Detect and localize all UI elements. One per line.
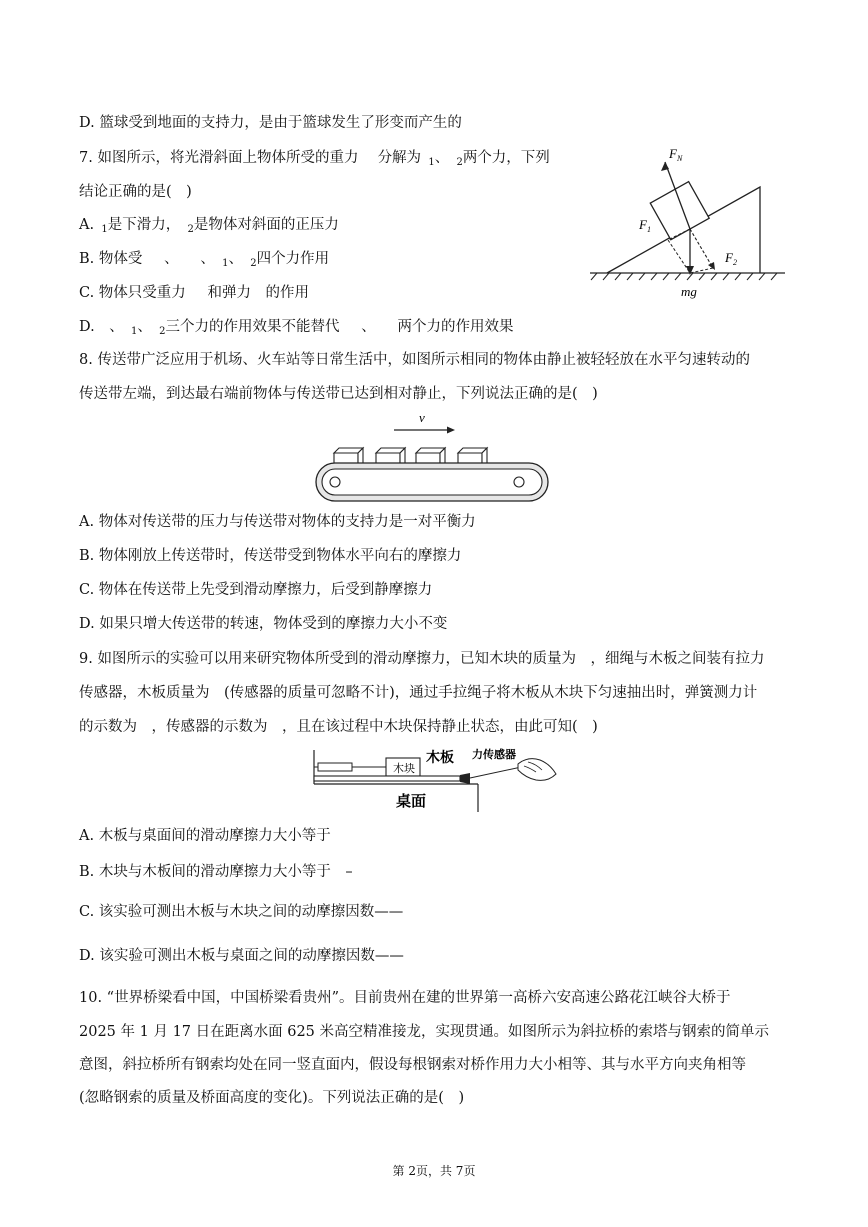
q7-opt-text: 、	[228, 251, 243, 267]
q7-opt-text: 两个力的作用效果	[397, 319, 514, 335]
ground-hatching	[591, 273, 777, 280]
q7-option-d	[79, 317, 513, 342]
q7-sub: 1	[101, 224, 108, 235]
f2-projection	[690, 268, 713, 273]
q9-stem-line3: 的示数为 ，传感器的示数为 ，且在该过程中木块保持静止状态，由此可知( )	[79, 719, 598, 735]
velocity-arrowhead	[447, 427, 455, 434]
q7-opt-text: 的作用	[265, 285, 310, 301]
q7-opt-text: 、	[137, 319, 152, 335]
q7-opt-text: C. 物体只受重力	[79, 285, 186, 301]
q7-opt-text: 三个力的作用效果不能替代	[165, 319, 340, 335]
q8-option-a: A. 物体对传送带的压力与传送带对物体的支持力是一对平衡力	[79, 514, 476, 530]
q7-option-b	[79, 249, 329, 274]
left-roller	[330, 477, 340, 487]
q7-opt-text: 、	[109, 319, 124, 335]
q7-stem-part: 分解为	[377, 150, 422, 166]
fn-label: $F_N$	[669, 146, 683, 163]
q9-stem-line2: 传感器，木板质量为 (传感器的质量可忽略不计)，通过手拉绳子将木板从木块下匀速抽出时，弹簧测力计	[79, 685, 758, 701]
q7-sub: 1	[222, 258, 229, 269]
q10-stem-line3: 意图，斜拉桥所有钢索均处在同一竖直面内，假设每根钢索对桥作用力大小相等、其与水平方向夹角相等	[79, 1057, 746, 1073]
q7-opt-text: B. 物体受	[79, 251, 143, 267]
q7-opt-text: 、	[164, 251, 179, 267]
q8-stem-line1: 8. 传送带广泛应用于机场、火车站等日常生活中，如图所示相同的物体由静止被轻轻放在水平匀速转动的	[79, 352, 750, 368]
q9-option-c: C. 该实验可测出木板与木块之间的动摩擦因数——	[79, 904, 404, 920]
q8-option-d: D. 如果只增大传送带的转速，物体受到的摩擦力大小不变	[79, 616, 448, 632]
q10-stem-line1: 10. “世界桥梁看中国，中国桥梁看贵州”。目前贵州在建的世界第一高桥六安高速公路花江峡谷大桥于	[79, 990, 731, 1006]
q6-option-d: D. 篮球受到地面的支持力，是由于篮球发生了形变而产生的	[79, 115, 462, 131]
belt-inner	[322, 469, 542, 495]
q7-sub: 1	[130, 326, 138, 337]
q7-opt-label: D.	[79, 319, 95, 335]
right-roller	[514, 477, 524, 487]
table-label: 桌面	[396, 792, 427, 810]
q7-opt-text: 四个力作用	[256, 251, 330, 267]
q9-experiment-figure	[308, 744, 568, 814]
q9-stem-line1: 9. 如图所示的实验可以用来研究物体所受到的滑动摩擦力，已知木块的质量为 ，细绳与木板之间装有拉力	[79, 651, 765, 667]
q10-stem-line4: (忽略钢索的质量及桥面高度的变化)。下列说法正确的是( )	[79, 1090, 465, 1106]
q8-option-b: B. 物体刚放上传送带时，传送带受到物体水平向右的摩擦力	[79, 548, 462, 564]
q7-option-c	[79, 283, 309, 303]
q9-option-b: B. 木块与木板间的滑动摩擦力大小等于 –	[79, 864, 353, 880]
q7-option-a	[79, 215, 339, 240]
hand-icon	[518, 759, 556, 781]
q7-incline-figure	[585, 140, 790, 305]
force-sensor	[460, 773, 470, 784]
velocity-label: v	[419, 410, 425, 425]
q10-stem-line2: 2025 年 1 月 17 日在距离水面 625 米高空精准接龙，实现贯通。如图所示为斜拉桥的索塔与钢索的简单示	[79, 1024, 770, 1040]
q7-opt-text: 、	[200, 251, 215, 267]
q7-stem-line1	[79, 148, 550, 173]
block	[650, 182, 709, 240]
q8-conveyor-figure	[312, 405, 552, 505]
q7-sub: 2	[159, 326, 166, 337]
q7-sub: 1	[428, 157, 435, 168]
q8-stem-line2: 传送带左端，到达最右端前物体与传送带已达到相对静止，下列说法正确的是( )	[79, 386, 598, 402]
q7-sub: 2	[250, 258, 257, 269]
q7-stem-part: 7. 如图所示，将光滑斜面上物体所受的重力	[79, 150, 359, 166]
q7-opt-label: A.	[79, 217, 95, 233]
q7-opt-text: 、	[361, 319, 376, 335]
q7-sub: 2	[456, 157, 463, 168]
q7-opt-text: 和弹力	[207, 285, 252, 301]
q7-stem-line2: 结论正确的是( )	[79, 184, 192, 200]
f1-projection	[668, 240, 690, 273]
f1-label: $F_1$	[639, 217, 651, 234]
q7-stem-part: 、	[434, 150, 450, 166]
wood-board	[314, 776, 460, 781]
q8-option-c: C. 物体在传送带上先受到滑动摩擦力，后受到静摩擦力	[79, 582, 433, 598]
board-label: 木板	[426, 750, 454, 766]
q9-option-d: D. 该实验可测出木板与桌面之间的动摩擦因数——	[79, 948, 404, 964]
f2-dashed	[690, 229, 713, 268]
spring-scale	[318, 763, 352, 771]
q7-opt-text: 是下滑力，	[107, 217, 181, 233]
block-label: 木块	[393, 762, 415, 775]
q9-option-a: A. 木板与桌面间的滑动摩擦力大小等于	[79, 828, 331, 844]
f2-label: $F_2$	[725, 250, 737, 267]
page-footer: 第 2页，共 7页	[392, 1164, 476, 1178]
sensor-label: 力传感器	[472, 748, 516, 761]
mg-label: mg	[681, 284, 697, 299]
q7-stem-part: 两个力，下列	[462, 150, 550, 166]
q7-opt-text: 是物体对斜面的正压力	[193, 217, 339, 233]
q7-sub: 2	[187, 224, 194, 235]
